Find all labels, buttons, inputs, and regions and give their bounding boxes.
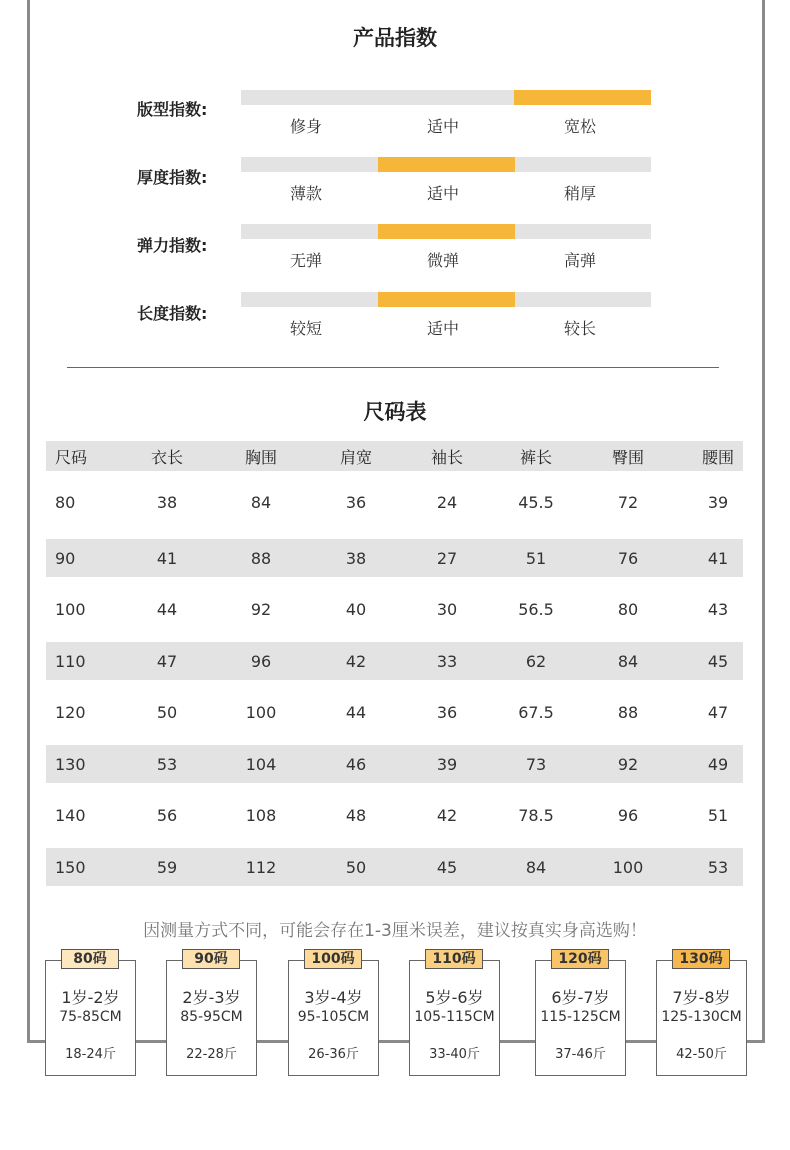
table-cell: 59 xyxy=(156,857,178,877)
table-header-row xyxy=(46,441,743,471)
index-bar-highlight xyxy=(378,224,515,239)
index-label: 版型指数: xyxy=(137,100,208,119)
card-height: 85-95CM xyxy=(180,1009,243,1025)
table-cell: 30 xyxy=(436,600,458,619)
size-tag: 90码 xyxy=(182,949,240,969)
table-cell: 50 xyxy=(345,857,367,877)
table-cell: 49 xyxy=(707,754,729,774)
table-cell: 108 xyxy=(245,806,277,825)
card-age: 3岁-4岁 xyxy=(304,988,363,1007)
index-option: 高弹 xyxy=(563,251,596,270)
size-card xyxy=(45,960,136,1076)
table-cell: 44 xyxy=(156,600,178,619)
table-row xyxy=(46,686,743,739)
measurement-note: 因测量方式不同，可能会存在1-3厘米误差，建议按真实身高选购！ xyxy=(143,921,647,941)
size-card xyxy=(656,960,747,1076)
table-cell: 53 xyxy=(707,857,729,877)
index-option: 适中 xyxy=(426,319,459,338)
table-cell: 44 xyxy=(345,703,367,722)
index-bar xyxy=(241,90,651,105)
table-cell: 43 xyxy=(707,600,729,619)
card-height: 125-130CM xyxy=(661,1009,742,1025)
size-card xyxy=(288,960,379,1076)
card-weight: 42-50斤 xyxy=(676,1047,727,1062)
table-cell: 47 xyxy=(707,703,729,722)
index-option: 较短 xyxy=(289,319,322,338)
size-tag: 120码 xyxy=(551,949,609,969)
table-cell: 45 xyxy=(436,857,458,877)
index-bar xyxy=(241,157,651,172)
table-row xyxy=(46,745,743,783)
table-cell: 76 xyxy=(617,548,639,568)
index-option: 较长 xyxy=(563,319,596,338)
table-cell: 84 xyxy=(525,857,547,877)
card-age: 5岁-6岁 xyxy=(425,988,484,1007)
card-age: 1岁-2岁 xyxy=(61,988,120,1007)
table-cell: 27 xyxy=(436,548,458,568)
index-option: 适中 xyxy=(426,184,459,203)
index-option: 修身 xyxy=(289,117,322,136)
card-weight: 26-36斤 xyxy=(308,1047,359,1062)
size-card xyxy=(409,960,500,1076)
table-cell: 104 xyxy=(245,754,277,774)
table-row xyxy=(46,539,743,577)
table-cell: 39 xyxy=(436,754,458,774)
table-cell: 46 xyxy=(345,754,367,774)
frame-right-line xyxy=(762,0,765,1043)
size-tag: 130码 xyxy=(672,949,730,969)
card-height: 105-115CM xyxy=(414,1009,495,1025)
table-cell: 80 xyxy=(617,600,639,619)
table-cell: 90 xyxy=(55,548,76,568)
table-row xyxy=(46,789,743,842)
table-cell: 36 xyxy=(436,703,458,722)
table-cell: 100 xyxy=(612,857,644,877)
table-cell: 120 xyxy=(55,703,86,722)
table-cell: 40 xyxy=(345,600,367,619)
table-row xyxy=(46,471,743,533)
table-cell: 47 xyxy=(156,651,178,671)
table-cell: 51 xyxy=(525,548,547,568)
index-option: 宽松 xyxy=(563,117,596,136)
table-cell: 96 xyxy=(617,806,639,825)
size-table-title: 尺码表 xyxy=(363,400,427,424)
table-cell: 92 xyxy=(617,754,639,774)
table-cell: 56 xyxy=(156,806,178,825)
table-cell: 62 xyxy=(525,651,547,671)
table-cell: 88 xyxy=(617,703,639,722)
table-cell: 39 xyxy=(707,492,729,512)
table-row xyxy=(46,642,743,680)
index-option: 稍厚 xyxy=(563,184,596,203)
card-weight: 33-40斤 xyxy=(429,1047,480,1062)
table-cell: 45.5 xyxy=(518,492,554,512)
table-cell: 41 xyxy=(707,548,729,568)
table-cell: 88 xyxy=(250,548,272,568)
index-bar-highlight xyxy=(514,90,651,105)
size-table xyxy=(46,441,743,886)
index-label: 弹力指数: xyxy=(137,236,208,255)
card-height: 115-125CM xyxy=(540,1009,621,1025)
table-cell: 92 xyxy=(250,600,272,619)
table-cell: 41 xyxy=(156,548,178,568)
section-divider xyxy=(67,367,719,368)
table-cell: 50 xyxy=(156,703,178,722)
table-cell: 80 xyxy=(55,492,76,512)
table-cell: 73 xyxy=(525,754,547,774)
index-option: 微弹 xyxy=(426,251,459,270)
table-cell: 56.5 xyxy=(518,600,554,619)
card-age: 7岁-8岁 xyxy=(672,988,731,1007)
table-header-cell: 臀围 xyxy=(611,447,644,467)
frame-left-line xyxy=(27,0,30,1043)
index-bar xyxy=(241,224,651,239)
card-weight: 22-28斤 xyxy=(186,1047,237,1062)
table-header-cell: 衣长 xyxy=(150,447,183,467)
table-cell: 38 xyxy=(345,548,367,568)
table-row xyxy=(46,848,743,886)
table-header-cell: 肩宽 xyxy=(339,447,372,467)
table-cell: 112 xyxy=(245,857,277,877)
card-height: 75-85CM xyxy=(59,1009,122,1025)
table-cell: 150 xyxy=(55,857,86,877)
table-header-cell: 胸围 xyxy=(244,447,277,467)
size-card xyxy=(166,960,257,1076)
table-cell: 72 xyxy=(617,492,639,512)
table-cell: 24 xyxy=(436,492,458,512)
table-cell: 36 xyxy=(345,492,367,512)
table-cell: 140 xyxy=(55,806,86,825)
size-tag: 100码 xyxy=(304,949,362,969)
table-header-cell: 裤长 xyxy=(519,447,552,467)
table-cell: 84 xyxy=(617,651,639,671)
index-label: 厚度指数: xyxy=(137,168,208,187)
table-cell: 45 xyxy=(707,651,729,671)
table-cell: 96 xyxy=(250,651,272,671)
index-label: 长度指数: xyxy=(137,304,208,323)
size-card xyxy=(535,960,626,1076)
table-cell: 110 xyxy=(55,651,86,671)
table-cell: 67.5 xyxy=(518,703,554,722)
table-row xyxy=(46,583,743,636)
card-age: 2岁-3岁 xyxy=(182,988,241,1007)
card-age: 6岁-7岁 xyxy=(551,988,610,1007)
index-option: 薄款 xyxy=(289,184,322,203)
table-cell: 130 xyxy=(55,754,86,774)
table-cell: 42 xyxy=(436,806,458,825)
table-header-cell: 腰围 xyxy=(701,447,734,467)
index-bar-highlight xyxy=(378,157,515,172)
table-cell: 53 xyxy=(156,754,178,774)
table-cell: 48 xyxy=(345,806,367,825)
table-header-cell: 袖长 xyxy=(430,447,463,467)
table-header-cell: 尺码 xyxy=(55,447,88,467)
size-tag: 80码 xyxy=(61,949,119,969)
table-cell: 51 xyxy=(707,806,729,825)
table-cell: 33 xyxy=(436,651,458,671)
size-tag: 110码 xyxy=(425,949,483,969)
card-weight: 18-24斤 xyxy=(65,1047,116,1062)
frame-bottom-line xyxy=(27,1040,765,1043)
table-cell: 78.5 xyxy=(518,806,554,825)
index-bar-highlight xyxy=(378,292,515,307)
table-cell: 100 xyxy=(245,703,277,722)
table-cell: 38 xyxy=(156,492,178,512)
table-cell: 100 xyxy=(55,600,86,619)
card-weight: 37-46斤 xyxy=(555,1047,606,1062)
index-option: 无弹 xyxy=(289,251,322,270)
card-height: 95-105CM xyxy=(297,1009,370,1025)
table-cell: 42 xyxy=(345,651,367,671)
table-cell: 84 xyxy=(250,492,272,512)
index-bar xyxy=(241,292,651,307)
product-index-title: 产品指数 xyxy=(353,26,437,50)
index-option: 适中 xyxy=(426,117,459,136)
